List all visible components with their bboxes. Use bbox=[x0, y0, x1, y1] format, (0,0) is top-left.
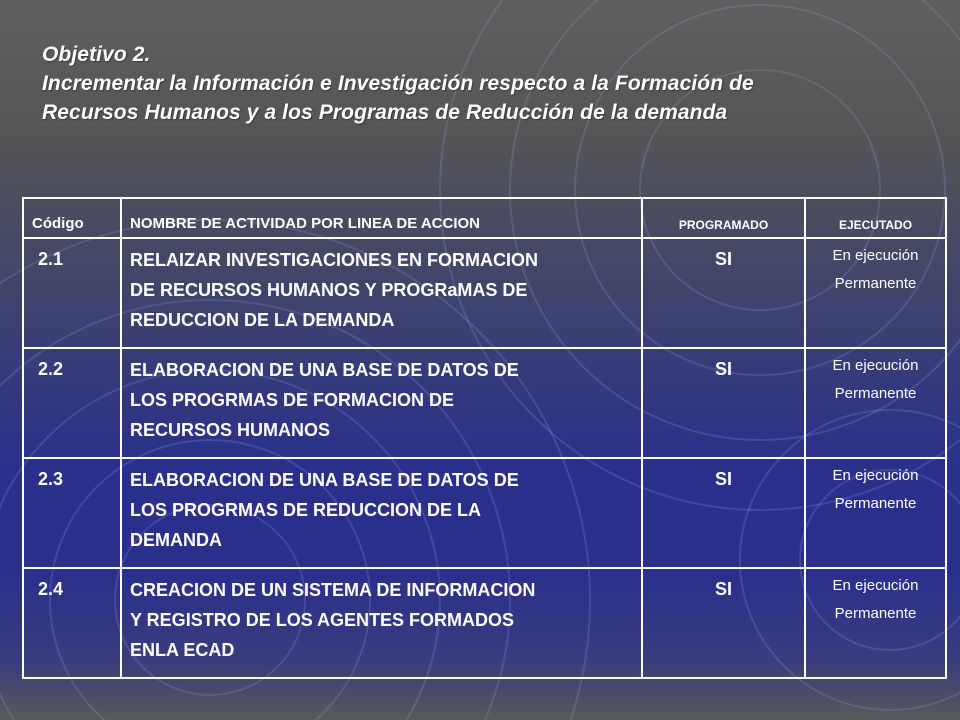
activities-table bbox=[22, 197, 947, 679]
row-code: 2.2 bbox=[23, 348, 121, 458]
row-activity-name bbox=[121, 238, 642, 348]
activity-name-line: ELABORACION DE UNA BASE DE DATOS DE bbox=[130, 470, 519, 490]
executed-status-line: Permanente bbox=[834, 385, 917, 402]
activity-name-line: RECURSOS HUMANOS bbox=[130, 420, 331, 440]
row-code: 2.3 bbox=[23, 458, 121, 568]
table-header-row bbox=[23, 198, 946, 238]
row-executed bbox=[805, 238, 946, 348]
row-executed bbox=[805, 458, 946, 568]
activity-name-line: LOS PROGRMAS DE REDUCCION DE LA bbox=[130, 500, 482, 520]
row-executed bbox=[805, 348, 946, 458]
table-row bbox=[23, 348, 946, 458]
activity-name-line: DEMANDA bbox=[130, 530, 222, 550]
row-programmed: SI bbox=[642, 568, 805, 678]
activity-name-line: ELABORACION DE UNA BASE DE DATOS DE bbox=[130, 360, 519, 380]
table-row bbox=[23, 458, 946, 568]
executed-status-line: En ejecución bbox=[832, 577, 919, 594]
executed-status-line: En ejecución bbox=[832, 357, 919, 374]
table-row bbox=[23, 238, 946, 348]
executed-status-line: En ejecución bbox=[832, 247, 919, 264]
activity-name-line: REDUCCION DE LA DEMANDA bbox=[130, 310, 395, 330]
activity-name-line: DE RECURSOS HUMANOS Y PROGRaMAS DE bbox=[130, 280, 528, 300]
header-activity-name: NOMBRE DE ACTIVIDAD POR LINEA DE ACCION bbox=[121, 198, 642, 238]
row-code: 2.4 bbox=[23, 568, 121, 678]
activity-name-line: CREACION DE UN SISTEMA DE INFORMACION bbox=[130, 580, 536, 600]
row-executed bbox=[805, 568, 946, 678]
table-row bbox=[23, 568, 946, 678]
row-activity-name bbox=[121, 458, 642, 568]
objective-description-line-1: Incrementar la Información e Investigación respecto a la Formación de bbox=[42, 72, 754, 95]
objective-description-line-2: Recursos Humanos y a los Programas de Reducción de la demanda bbox=[42, 101, 728, 124]
executed-status-line: Permanente bbox=[834, 275, 917, 292]
activity-name-line: Y REGISTRO DE LOS AGENTES FORMADOS bbox=[130, 610, 515, 630]
header-programmed: PROGRAMADO bbox=[642, 198, 805, 238]
row-programmed: SI bbox=[642, 348, 805, 458]
activity-name-line: LOS PROGRMAS DE FORMACION DE bbox=[130, 390, 455, 410]
activity-name-line: RELAIZAR INVESTIGACIONES EN FORMACION bbox=[130, 250, 539, 270]
objective-heading: Objetivo 2. bbox=[42, 43, 151, 66]
executed-status-line: Permanente bbox=[834, 605, 917, 622]
row-programmed: SI bbox=[642, 458, 805, 568]
executed-status-line: En ejecución bbox=[832, 467, 919, 484]
executed-status-line: Permanente bbox=[834, 495, 917, 512]
row-code: 2.1 bbox=[23, 238, 121, 348]
header-code: Código bbox=[23, 198, 121, 238]
row-activity-name bbox=[121, 568, 642, 678]
activity-name-line: ENLA ECAD bbox=[130, 640, 235, 660]
row-activity-name bbox=[121, 348, 642, 458]
header-executed: EJECUTADO bbox=[805, 198, 946, 238]
slide-title bbox=[42, 40, 922, 127]
row-programmed: SI bbox=[642, 238, 805, 348]
